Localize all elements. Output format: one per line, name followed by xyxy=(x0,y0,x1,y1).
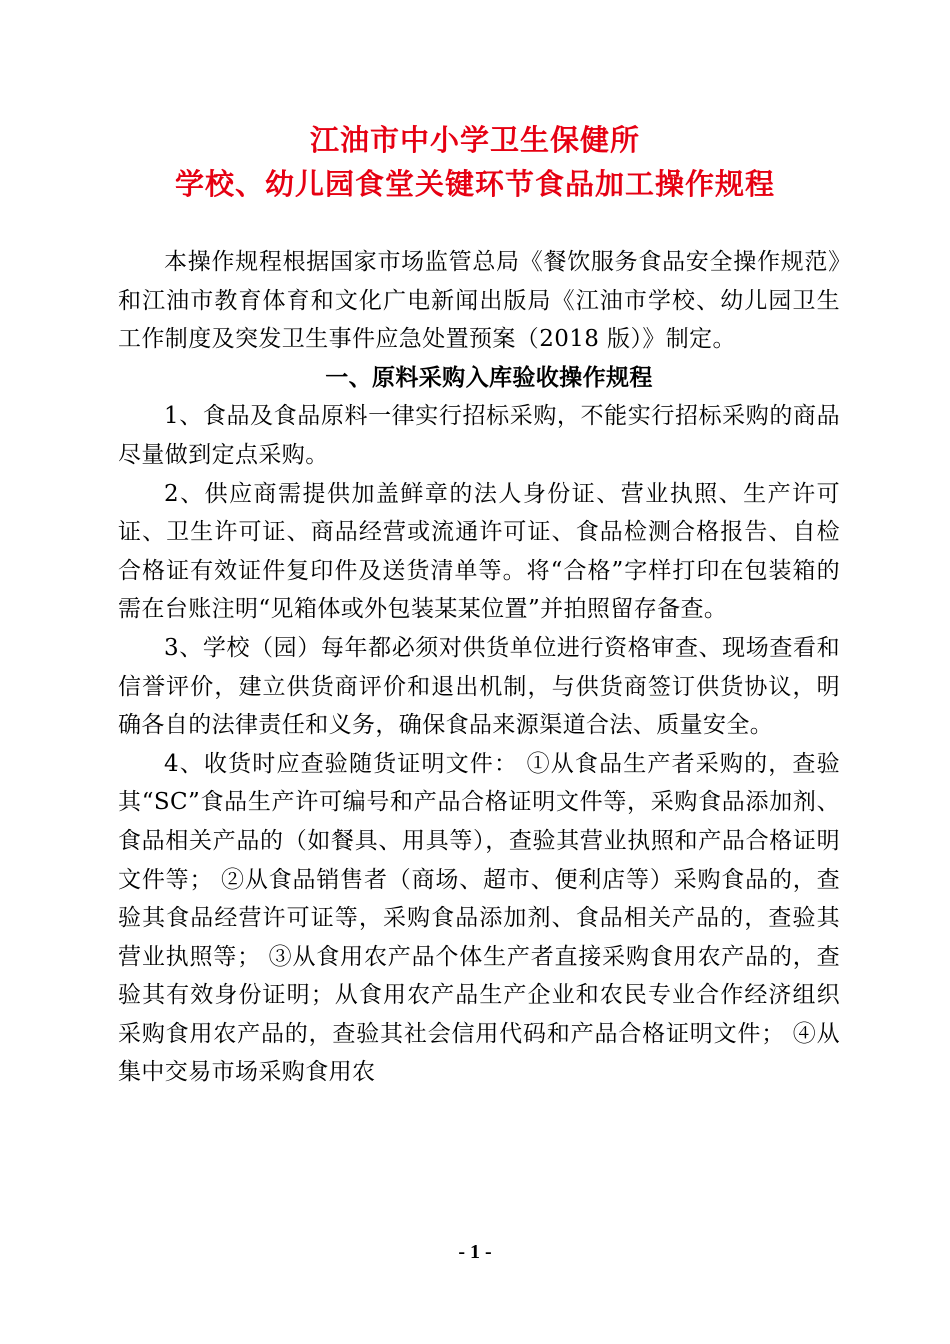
page-number: - 1 - xyxy=(458,1241,492,1263)
document-body xyxy=(118,243,840,1092)
document-title-line-1: 江油市中小学卫生保健所 xyxy=(309,123,640,157)
intro-paragraph: 本操作规程根据国家市场监管总局《餐饮服务食品安全操作规范》和江油市教育体育和文化广电新闻出版局《江油市学校、幼儿园卫生工作制度及突发卫生事件应急处置预案（2018 版）》制定。 xyxy=(118,249,840,353)
document-title-line-2: 学校、幼儿园食堂关键环节食品加工操作规程 xyxy=(174,167,775,201)
list-item: 4、收货时应查验随货证明文件： ①从食品生产者采购的，查验其“SC”食品生产许可编号和产品合格证明文件等，采购食品添加剂、食品相关产品的（如餐具、用具等），查验其营业执照和产品合格证明文件等； ②从食品销售者（商场、超市、便利店等）采购食品的，查验其食品经营许可证等，采购食品添加剂、食品相关产品的，查验其营业执照等； ③从食用农产品个体生产者直接采购食用农产品的，查验其有效身份证明；从食用农产品生产企业和农民专业合作经济组织采购食用农产品的，查验其社会信用代码和产品合格证明文件； ④从集中交易市场采购食用农 xyxy=(118,750,840,1086)
section-heading: 一、原料采购入库验收操作规程 xyxy=(325,364,653,391)
list-item: 3、学校（园）每年都必须对供货单位进行资格审查、现场查看和信誉评价，建立供货商评价和退出机制，与供货商签订供货协议，明确各自的法律责任和义务，确保食品来源渠道合法、质量安全。 xyxy=(118,634,840,739)
list-item: 2、供应商需提供加盖鲜章的法人身份证、营业执照、生产许可证、卫生许可证、商品经营或流通许可证、食品检测合格报告、自检合格证有效证件复印件及送货清单等。将“合格”字样打印在包装箱的需在台账注明“见箱体或外包装某某位置”并拍照留存备查。 xyxy=(118,480,840,623)
list-item: 1、食品及食品原料一律实行招标采购，不能实行招标采购的商品尽量做到定点采购。 xyxy=(118,403,840,468)
